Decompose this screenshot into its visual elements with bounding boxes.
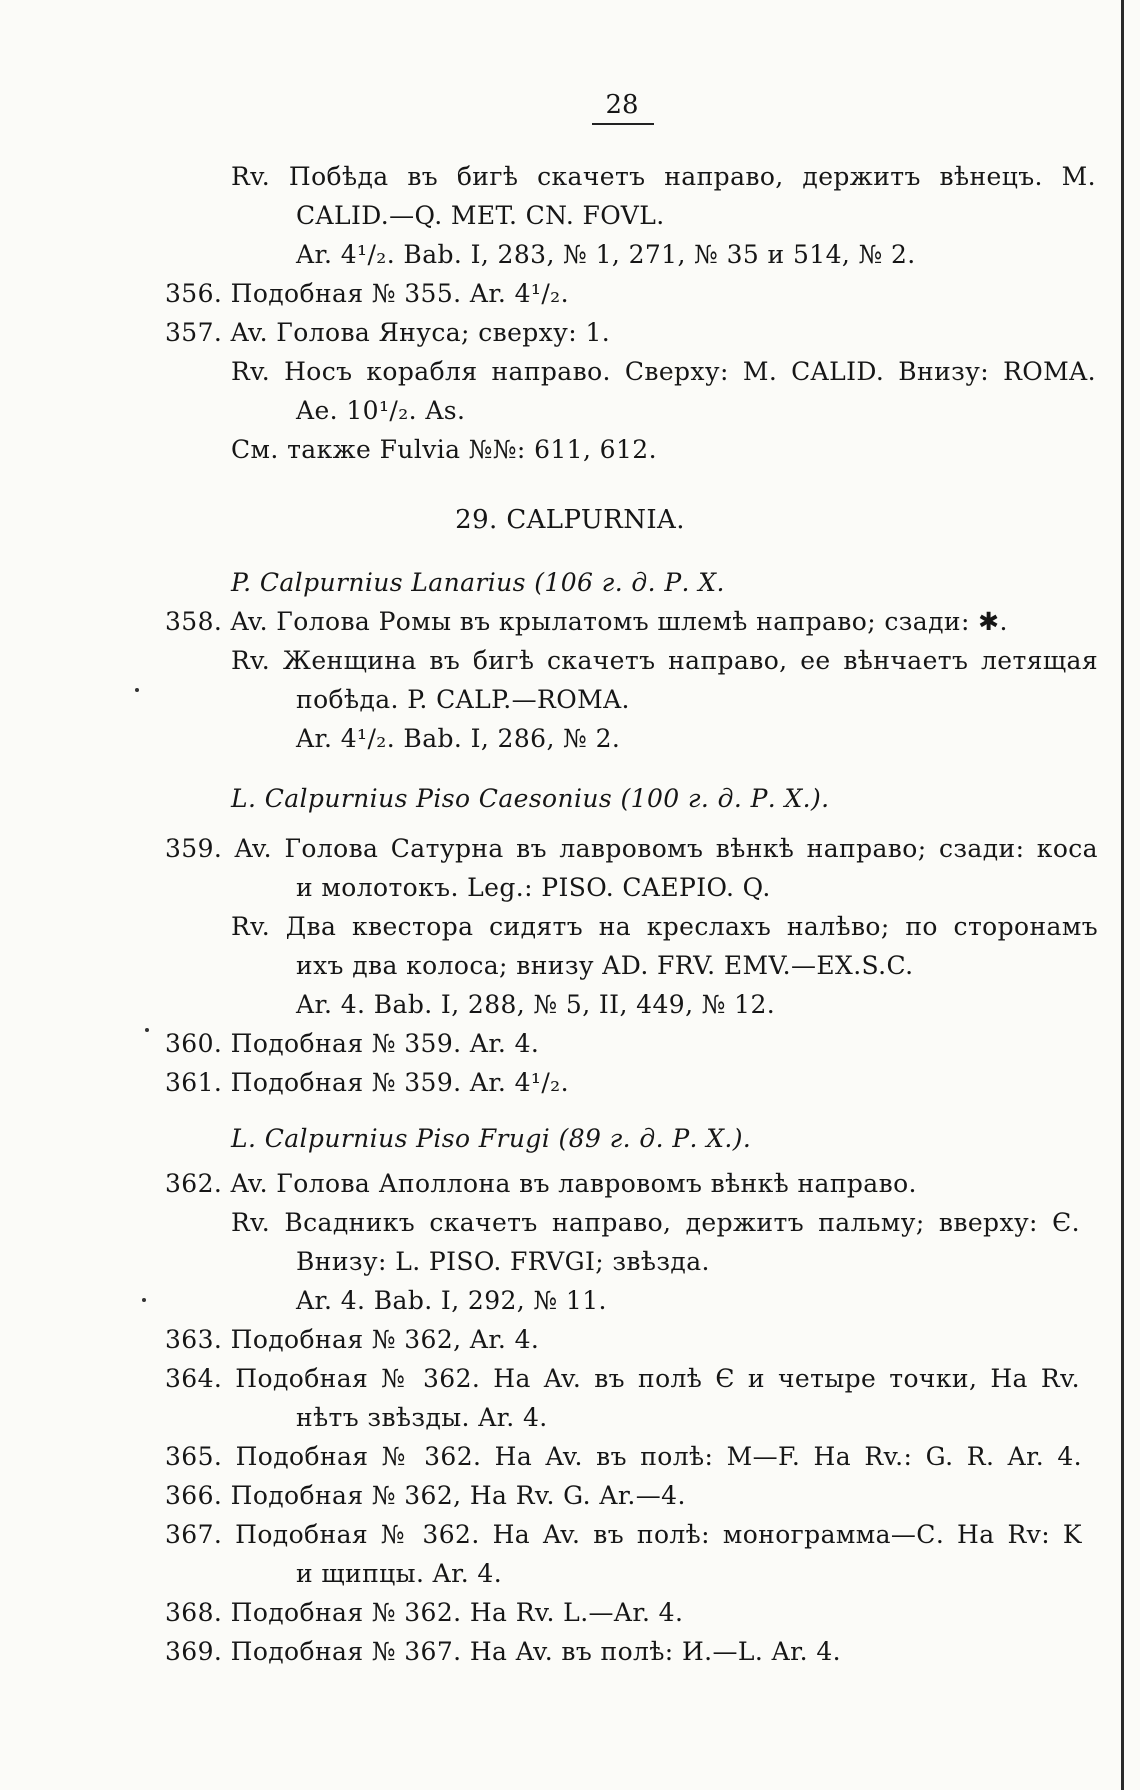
entry-362-legend: Внизу: L. PISO. FRVGI; звѣзда. bbox=[296, 1247, 710, 1276]
entry-359-reverse: Rv. Два квестора сидятъ на креслахъ налѣво; по сторонамъ bbox=[231, 912, 1098, 941]
entry-355-legend: CALID.—Q. MET. CN. FOVL. bbox=[296, 201, 665, 230]
entry-359-reverse-cont: ихъ два колоса; внизу AD. FRV. EMV.—EX.S.C. bbox=[296, 951, 914, 980]
entry-358-obverse: 358. Av. Голова Ромы въ крылатомъ шлемѣ направо; сзади: ✱. bbox=[165, 607, 1008, 636]
entry-355-reverse: Rv. Побѣда въ бигѣ скачетъ направо, держитъ вѣнецъ. М. bbox=[231, 162, 1096, 191]
entry-357-obverse: 357. Av. Голова Януса; сверху: 1. bbox=[165, 318, 611, 347]
moneyer-heading bbox=[231, 566, 725, 600]
entry-358-reference: Ar. 4¹/₂. Bab. I, 286, № 2. bbox=[296, 724, 621, 753]
entry-369: 369. Подобная № 367. На Av. въ полѣ: И.—L. Ar. 4. bbox=[165, 1637, 842, 1666]
page-edge-line bbox=[1121, 0, 1124, 1790]
moneyer-heading: L. Calpurnius Piso Caesonius (100 г. д. Р. Х.). bbox=[231, 784, 830, 813]
entry-363: 363. Подобная № 362, Ar. 4. bbox=[165, 1325, 540, 1354]
entry-358-legend: побѣда. P. CALP.—ROMA. bbox=[296, 685, 630, 714]
entry-361: 361. Подобная № 359. Ar. 4¹/₂. bbox=[165, 1068, 569, 1097]
entry-368: 368. Подобная № 362. На Rv. L.—Ar. 4. bbox=[165, 1598, 684, 1627]
entry-366: 366. Подобная № 362, На Rv. G. Ar.—4. bbox=[165, 1481, 686, 1510]
section-heading: 29. CALPURNIA. bbox=[455, 505, 685, 535]
entry-364: 364. Подобная № 362. На Av. въ полѣ Є и четыре точки, На Rv. bbox=[165, 1364, 1080, 1393]
entry-367: 367. Подобная № 362. На Av. въ полѣ: монограмма—С. На Rv: K bbox=[165, 1520, 1082, 1549]
entry-359-legend: и молотокъ. Leg.: PISO. CAEPIO. Q. bbox=[296, 873, 771, 902]
entry-362-reference: Ar. 4. Bab. I, 292, № 11. bbox=[296, 1286, 607, 1315]
entry-358-reverse: Rv. Женщина въ бигѣ скачетъ направо, ее вѣнчаетъ летящая bbox=[231, 646, 1098, 675]
entry-356: 356. Подобная № 355. Ar. 4¹/₂. bbox=[165, 279, 569, 308]
entry-357-reference: Ae. 10¹/₂. As. bbox=[296, 396, 466, 425]
entry-355-reference: Ar. 4¹/₂. Bab. I, 283, № 1, 271, № 35 и 514, № 2. bbox=[296, 240, 916, 269]
moneyer-heading: L. Calpurnius Piso Frugi (89 г. д. Р. Х.). bbox=[231, 1124, 752, 1153]
entry-357-reverse: Rv. Носъ корабля направо. Сверху: M. CALID. Внизу: ROMA. bbox=[231, 357, 1096, 386]
entry-364-cont: нѣтъ звѣзды. Ar. 4. bbox=[296, 1403, 548, 1432]
entry-362-reverse: Rv. Всадникъ скачетъ направо, держитъ пальму; вверху: Є. bbox=[231, 1208, 1080, 1237]
see-also-note: См. также Fulvia №№: 611, 612. bbox=[231, 435, 657, 464]
entry-359-reference: Ar. 4. Bab. I, 288, № 5, II, 449, № 12. bbox=[296, 990, 776, 1019]
entry-362-obverse: 362. Av. Голова Аполлона въ лавровомъ вѣнкѣ направо. bbox=[165, 1169, 917, 1198]
entry-365: 365. Подобная № 362. На Av. въ полѣ: М—F. На Rv.: G. R. Ar. 4. bbox=[165, 1442, 1082, 1471]
entry-359-obverse: 359. Av. Голова Сатурна въ лавровомъ вѣнкѣ направо; сзади: коса bbox=[165, 834, 1098, 863]
moneyer-name: P. Calpurnius Lanarius (106 г. д. Р. Х. bbox=[231, 568, 725, 597]
page-number-underline bbox=[592, 123, 654, 125]
entry-360: 360. Подобная № 359. Ar. 4. bbox=[165, 1029, 540, 1058]
entry-367-cont: и щипцы. Ar. 4. bbox=[296, 1559, 503, 1588]
page-number: 28 bbox=[605, 90, 639, 120]
